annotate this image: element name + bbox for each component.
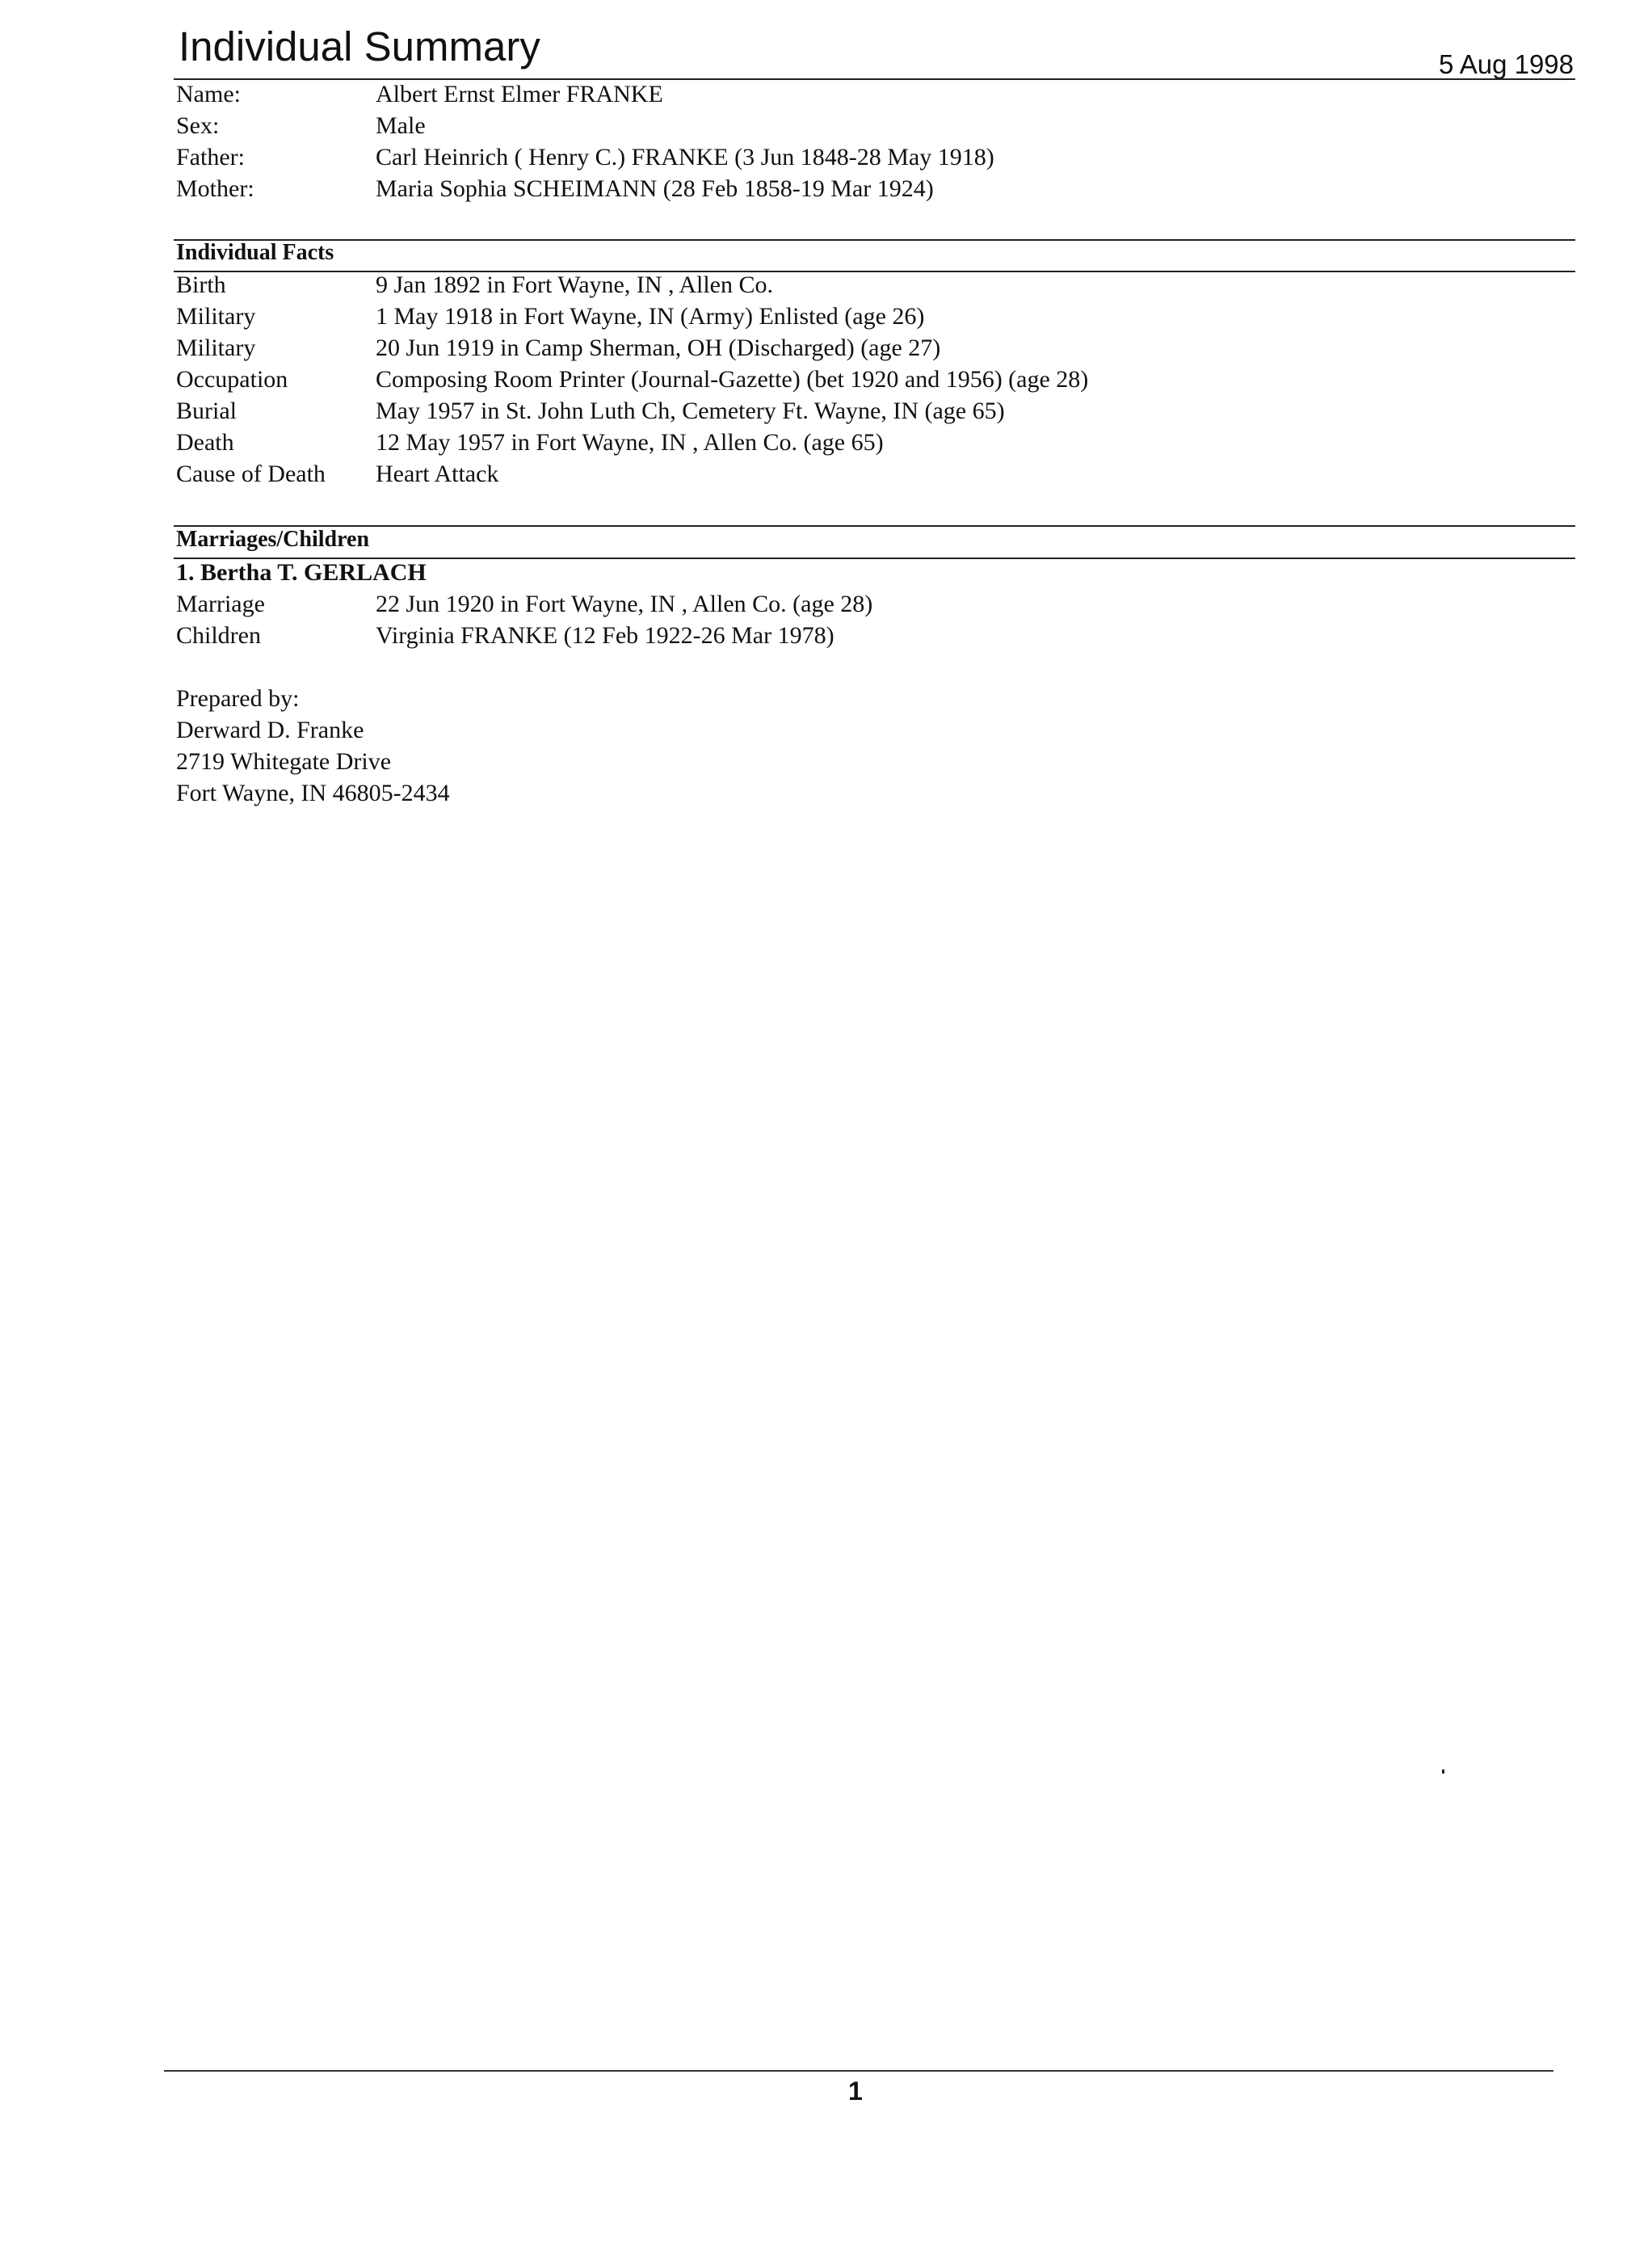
report-date: 5 Aug 1998 [1439,49,1574,79]
page-number: 1 [848,2077,863,2106]
marriages-section-title: Marriages/Children [176,527,370,552]
preparer-city: Fort Wayne, IN 46805-2434 [176,780,450,806]
row-value: Albert Ernst Elmer FRANKE [376,81,663,107]
row-label: Military [176,335,256,361]
row-value: Heart Attack [376,461,499,487]
row-value: May 1957 in St. John Luth Ch, Cemetery Ft. Wayne, IN (age 65) [376,398,1005,424]
marriages-top-rule [174,525,1575,527]
row-label: Occupation [176,366,288,393]
row-value: 1 May 1918 in Fort Wayne, IN (Army) Enlisted (age 26) [376,303,925,330]
row-label: Birth [176,271,226,298]
row-value: Male [376,112,426,139]
footer-rule [164,2070,1553,2072]
row-label: Name: [176,81,241,107]
row-value: Carl Heinrich ( Henry C.) FRANKE (3 Jun 1848-28 May 1918) [376,144,994,170]
row-label: Military [176,303,256,330]
row-label: Cause of Death [176,461,326,487]
row-value: Virginia FRANKE (12 Feb 1922-26 Mar 1978) [376,622,835,649]
row-label: Death [176,429,234,456]
facts-top-rule [174,239,1575,241]
row-label: Burial [176,398,237,424]
row-value: 22 Jun 1920 in Fort Wayne, IN , Allen Co. (age 28) [376,591,873,617]
spouse-name: 1. Bertha T. GERLACH [176,559,427,586]
row-label: Mother: [176,175,254,202]
row-value: Maria Sophia SCHEIMANN (28 Feb 1858-19 Mar 1924) [376,175,934,202]
row-value: 9 Jan 1892 in Fort Wayne, IN , Allen Co. [376,271,773,298]
prepared-by-heading: Prepared by: [176,685,300,712]
preparer-street: 2719 Whitegate Drive [176,748,392,775]
preparer-name: Derward D. Franke [176,717,364,743]
row-label: Marriage [176,591,265,617]
row-value: 12 May 1957 in Fort Wayne, IN , Allen Co. (age 65) [376,429,884,456]
scan-speck [1442,1769,1444,1774]
row-value: 20 Jun 1919 in Camp Sherman, OH (Discharged) (age 27) [376,335,941,361]
row-label: Sex: [176,112,220,139]
row-value: Composing Room Printer (Journal-Gazette) (bet 1920 and 1956) (age 28) [376,366,1089,393]
facts-section-title: Individual Facts [176,240,334,265]
row-label: Father: [176,144,245,170]
report-title: Individual Summary [179,23,540,69]
row-label: Children [176,622,261,649]
